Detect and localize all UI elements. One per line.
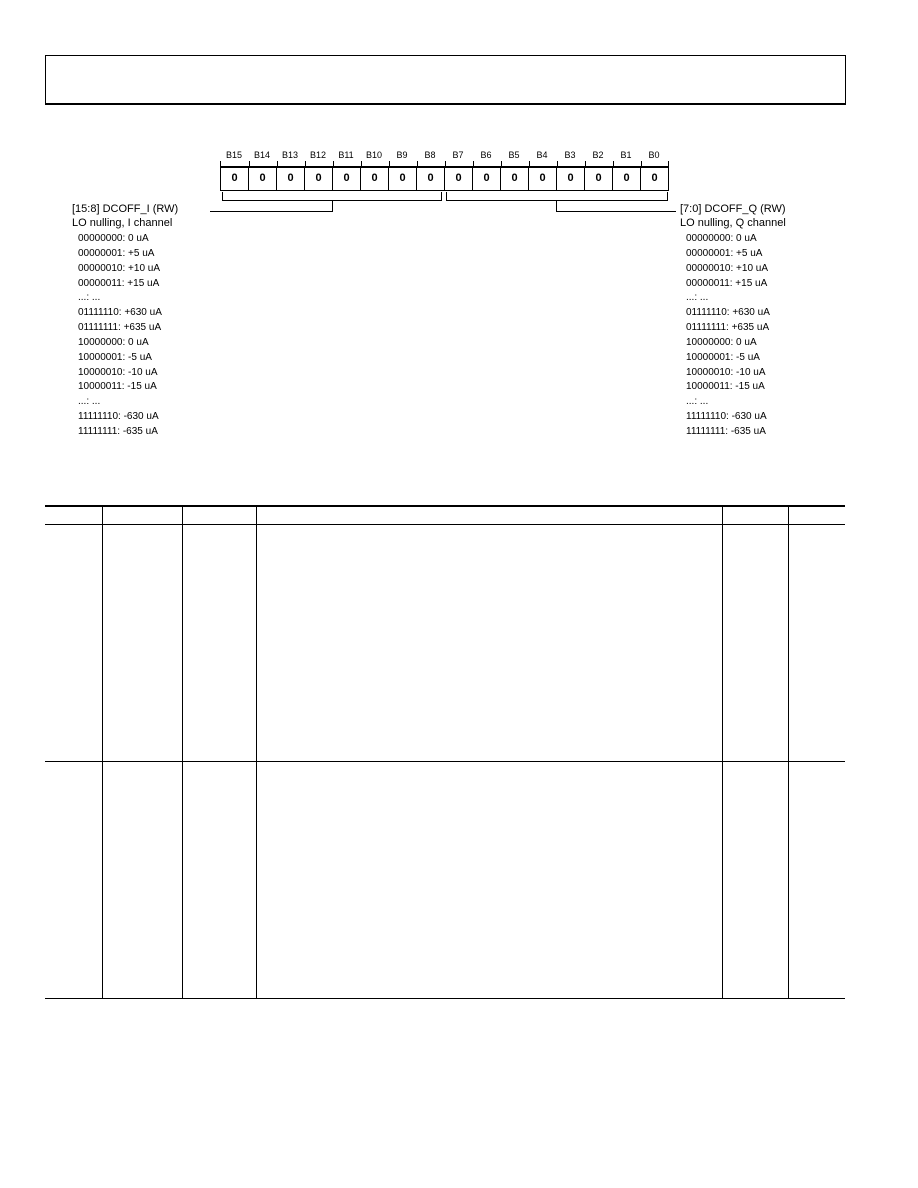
table-header-cell	[788, 506, 845, 525]
table-header-cell	[256, 506, 722, 525]
encoding-item: 01111110: +630 uA	[78, 307, 162, 319]
encoding-item: 11111110: -630 uA	[686, 411, 767, 423]
bit-value-b8: 0	[417, 167, 445, 190]
field-title-dcoff-q: [7:0] DCOFF_Q (RW)	[680, 203, 786, 215]
table-cell	[788, 525, 845, 762]
encoding-item: 10000001: -5 uA	[78, 351, 152, 363]
encoding-item: 00000001: +5 uA	[78, 247, 155, 259]
table-header-cell	[722, 506, 788, 525]
register-bit-diagram	[218, 148, 670, 218]
bit-label-b0: B0	[648, 150, 660, 160]
table-row	[45, 762, 845, 999]
encoding-item: 01111110: +630 uA	[686, 307, 770, 319]
encoding-item: 10000010: -10 uA	[686, 366, 766, 378]
table-row	[45, 525, 845, 762]
encoding-list-dcoff-q	[686, 232, 786, 440]
table-cell	[722, 762, 788, 999]
bit-value-b5: 0	[501, 167, 529, 190]
bit-value-b0: 0	[651, 172, 658, 184]
encoding-item: 01111111: +635 uA	[78, 322, 162, 334]
bit-label-b10: B10	[365, 150, 382, 160]
field-desc-dcoff-i: LO nulling, I channel	[72, 217, 173, 229]
bit-label-b3: B3	[564, 150, 576, 160]
bit-label-b5: B5	[508, 150, 520, 160]
encoding-item: 10000011: -15 uA	[78, 381, 157, 393]
bit-label-b11: B11	[338, 150, 354, 160]
encoding-item: 01111111: +635 uA	[686, 322, 770, 334]
bit-label-b8: B8	[424, 150, 436, 160]
encoding-item: 10000001: -5 uA	[686, 351, 760, 363]
table-header-row	[45, 506, 845, 525]
bit-label-b15: B15	[225, 150, 242, 160]
field-desc-dcoff-q: LO nulling, Q channel	[680, 217, 786, 229]
table-cell	[102, 762, 182, 999]
table-cell	[722, 525, 788, 762]
bit-label-b14: B14	[253, 150, 270, 160]
encoding-item: 00000011: +15 uA	[78, 277, 160, 289]
encoding-item: 11111111: -635 uA	[686, 425, 766, 437]
table-header-cell	[182, 506, 256, 525]
encoding-item: ...: ...	[78, 292, 101, 304]
field-dcoff-q	[680, 202, 786, 440]
table-header-cell	[45, 506, 102, 525]
encoding-item: 10000000: 0 uA	[78, 336, 149, 348]
bit-label-row	[220, 148, 668, 162]
encoding-item: 00000001: +5 uA	[686, 247, 763, 259]
encoding-item: 10000000: 0 uA	[686, 336, 757, 348]
encoding-item: ...: ...	[686, 292, 709, 304]
field-title-dcoff-i: [15:8] DCOFF_I (RW)	[72, 203, 179, 215]
encoding-item: 00000011: +15 uA	[686, 277, 768, 289]
table-cell	[182, 762, 256, 999]
table-cell	[182, 525, 256, 762]
bit-label-b9: B9	[396, 150, 408, 160]
bit-label-b13: B13	[281, 150, 298, 160]
bit-value-b1: 0	[613, 167, 641, 190]
bit-value-b2: 0	[585, 167, 613, 190]
encoding-item: 00000010: +10 uA	[686, 262, 769, 274]
bit-label-b4: B4	[536, 150, 548, 160]
field-dcoff-i	[72, 202, 178, 440]
bit-value-b14: 0	[249, 167, 277, 190]
encoding-item: 11111111: -635 uA	[78, 425, 158, 437]
table-cell	[45, 525, 102, 762]
page-header-frame	[45, 55, 846, 105]
encoding-item: 10000011: -15 uA	[686, 381, 765, 393]
bit-value-b10: 0	[361, 167, 389, 190]
bit-label-b1: B1	[620, 150, 632, 160]
encoding-item: 00000000: 0 uA	[686, 233, 757, 244]
bit-value-b4: 0	[529, 167, 557, 190]
bit-value-b7: 0	[445, 167, 473, 190]
table-cell	[45, 762, 102, 999]
bit-label-b12: B12	[309, 150, 326, 160]
bit-value-b12: 0	[305, 167, 333, 190]
encoding-item: 11111110: -630 uA	[78, 411, 159, 423]
encoding-item: 00000000: 0 uA	[78, 233, 149, 244]
bit-label-b2: B2	[592, 150, 604, 160]
bit-value-b11: 0	[333, 167, 361, 190]
register-field-table	[45, 505, 845, 999]
table-cell	[788, 762, 845, 999]
bit-value-b6: 0	[473, 167, 501, 190]
encoding-item: ...: ...	[78, 396, 101, 408]
table-cell	[102, 525, 182, 762]
bit-label-b7: B7	[452, 150, 464, 160]
encoding-item: 10000010: -10 uA	[78, 366, 158, 378]
bit-value-row	[220, 166, 669, 191]
table-header-cell	[102, 506, 182, 525]
encoding-item: 00000010: +10 uA	[78, 262, 161, 274]
table-cell	[256, 525, 722, 762]
bit-value-b13: 0	[277, 167, 305, 190]
table-cell	[256, 762, 722, 999]
bit-value-b15: 0	[221, 167, 249, 190]
bit-label-b6: B6	[480, 150, 492, 160]
encoding-list-dcoff-i	[78, 232, 178, 440]
encoding-item: ...: ...	[686, 396, 709, 408]
bit-value-b3: 0	[557, 167, 585, 190]
bit-value-b9: 0	[389, 167, 417, 190]
